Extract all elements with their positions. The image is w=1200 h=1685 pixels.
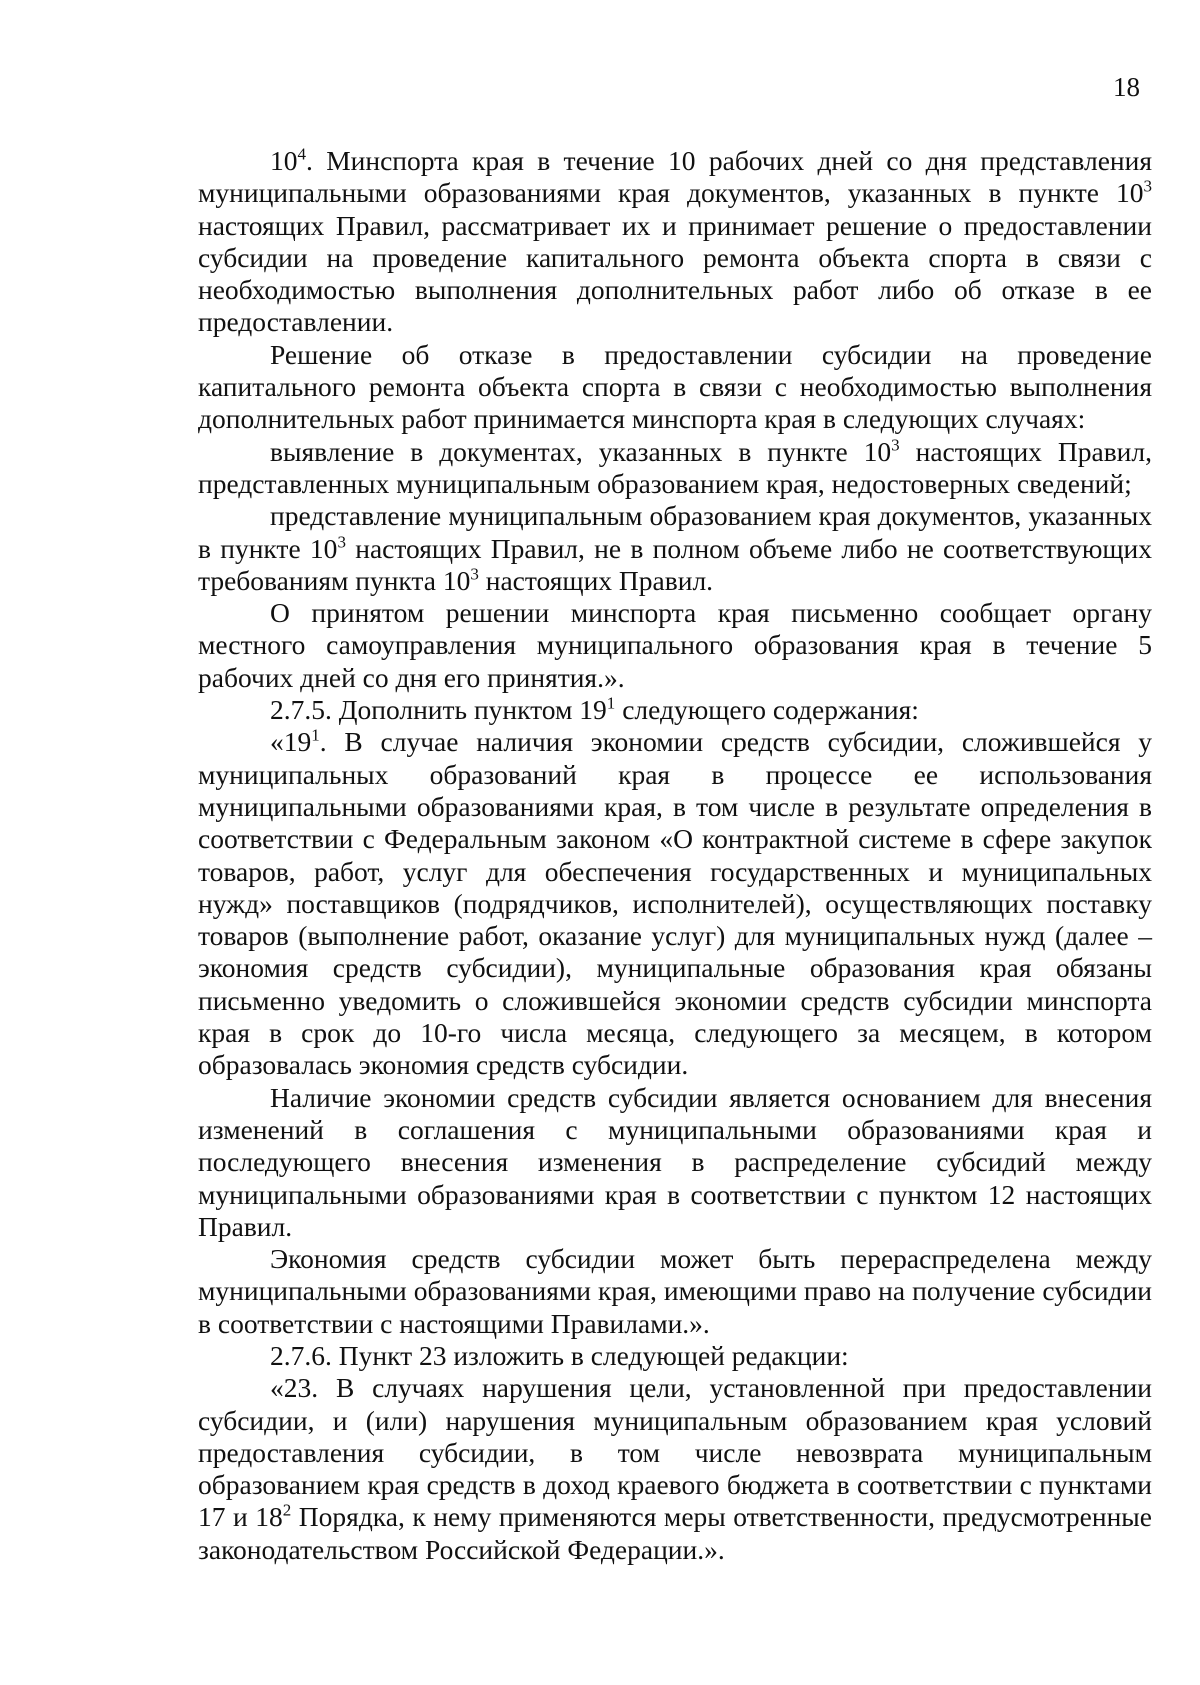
text-run: Решение об отказе в предоставлении субсидии на проведение капитального ремонта объекта спорта в связи с необходимостью выполнения дополнительных работ принимается минспорта края в следующих случаях: — [198, 338, 1152, 435]
paragraph-savings-redistribution — [198, 1243, 1152, 1340]
text-run: . Минспорта края в течение 10 рабочих дней со дня представления муниципальными образованиями края документов, указанных в пункте 10 — [198, 145, 1152, 209]
superscript-index: 3 — [1143, 176, 1152, 196]
text-run: представление муниципальным образованием края документов, указанных в пункте 10 — [198, 500, 1152, 564]
superscript-index: 3 — [891, 435, 900, 455]
superscript-index: 4 — [297, 144, 307, 164]
text-run: «19 — [270, 726, 312, 758]
text-run: 10 — [270, 145, 298, 176]
paragraph-notification — [198, 597, 1152, 694]
superscript-index: 1 — [606, 693, 616, 713]
text-run: настоящих Правил, представленных муниципальным образованием края, недостоверных сведений; — [198, 435, 1152, 499]
superscript-index: 2 — [282, 1500, 292, 1520]
paragraph-case-unreliable-info — [198, 436, 1152, 501]
superscript-index: 3 — [470, 564, 479, 584]
text-run: 2.7.6. Пункт 23 изложить в следующей редакции: — [270, 1339, 849, 1371]
document-body — [198, 145, 1152, 1566]
paragraph-case-incomplete-docs — [198, 500, 1152, 597]
paragraph-2-7-6 — [198, 1340, 1152, 1372]
paragraph-19-1 — [198, 726, 1152, 1081]
text-run: Наличие экономии средств субсидии является основанием для внесения изменений в соглашения с муниципальными образованиями края и последующего внесения изменения в распределение субсидий между муниципальными образованиями края в соответствии с пунктом 12 настоящих Правил. — [198, 1081, 1152, 1242]
text-run: следующего содержания: — [615, 694, 919, 726]
paragraph-savings-basis — [198, 1082, 1152, 1243]
text-run: . В случае наличия экономии средств субсидии, сложившейся у муниципальных образований края в процессе ее использования муниципальными образованиями края, в том числе в результате определения в соответствии с Федеральным законом «О контрактной системе в сфере закупок товаров, работ, услуг для обеспечения государственных и муниципальных нужд» поставщиков (подрядчиков, исполнителей), осуществляющих поставку товаров (выполнение работ, оказание услуг) для муниципальных нужд (далее – экономия средств субсидии), муниципальные образования края обязаны письменно уведомить о сложившейся экономии средств субсидии минспорта края в срок до 10-го числа месяца, следующего за месяцем, в котором образовалась экономия средств субсидии. — [198, 726, 1152, 1081]
superscript-index: 3 — [337, 532, 346, 551]
text-run: выявление в документах, указанных в пункте 10 — [270, 435, 892, 467]
page-number: 18 — [1113, 72, 1140, 102]
text-run: «23. В случаях нарушения цели, установленной при предоставлении субсидии, и (или) нарушения муниципальным образованием края условий предоставления субсидии, в том числе невозврата муниципальным образованием края средств в доход краевого бюджета в соответствии с пунктами 17 и 18 — [198, 1372, 1152, 1533]
text-run: О принятом решении минспорта края письменно сообщает органу местного самоуправления муниципального образования края в течение 5 рабочих дней со дня его принятия.». — [198, 597, 1152, 693]
paragraph-10-4 — [198, 145, 1152, 339]
text-run: настоящих Правил, рассматривает их и принимает решение о предоставлении субсидии на проведение капитального ремонта объекта спорта в связи с необходимостью выполнения дополнительных работ либо об отказе в ее предоставлении. — [198, 209, 1152, 338]
text-run: Экономия средств субсидии может быть перераспределена между муниципальными образованиями края, имеющими право на получение субсидии в соответствии с настоящими Правилами.». — [198, 1243, 1152, 1339]
superscript-index: 1 — [311, 725, 320, 745]
text-run: 2.7.5. Дополнить пунктом 19 — [270, 694, 607, 726]
text-run: Порядка, к нему применяются меры ответственности, предусмотренные законодательством Российской Федерации.». — [198, 1501, 1152, 1565]
paragraph-23 — [198, 1372, 1152, 1566]
text-run: настоящих Правил. — [478, 564, 714, 596]
paragraph-2-7-5 — [198, 694, 1152, 726]
paragraph-refusal-decision — [198, 339, 1152, 436]
text-run: настоящих Правил, не в полном объеме либо не соответствующих требованиям пункта 10 — [198, 532, 1153, 596]
